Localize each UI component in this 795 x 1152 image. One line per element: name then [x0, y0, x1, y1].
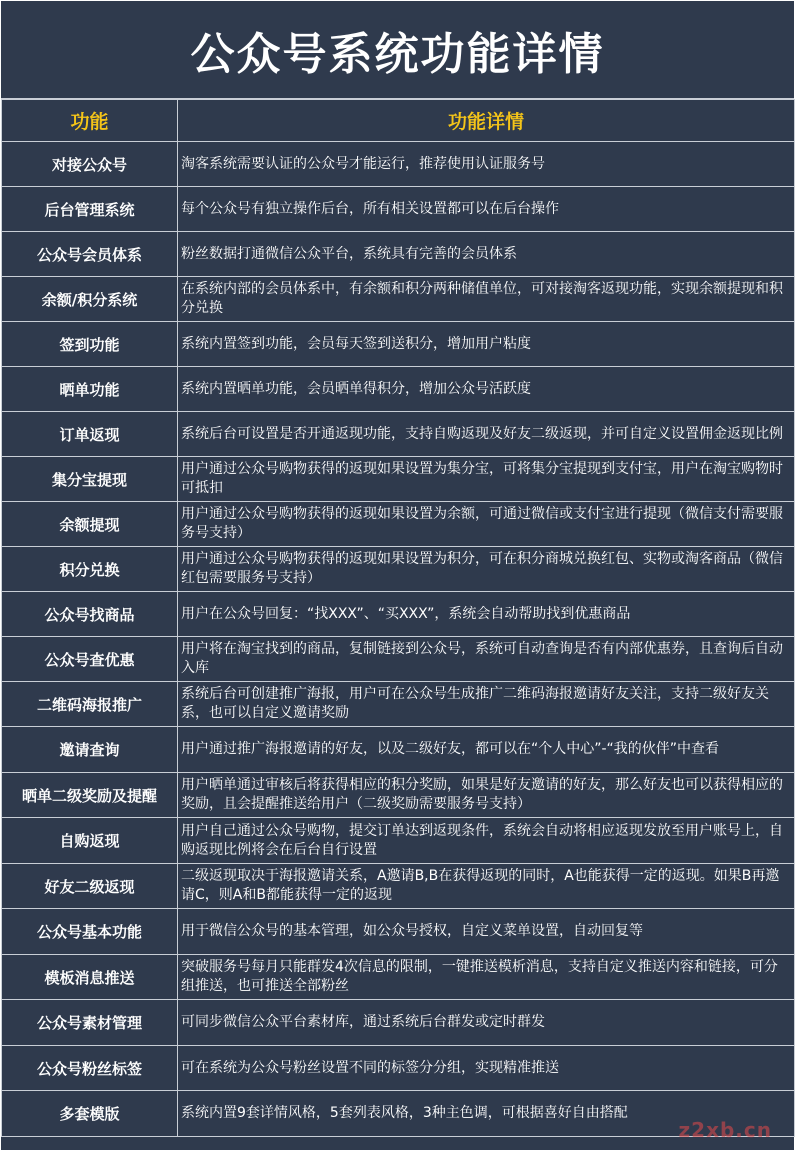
table-row — [2, 502, 795, 547]
header-feature: 功能 — [2, 100, 178, 142]
table-row — [2, 637, 795, 682]
feature-detail-cell: 可同步微信公众平台素材库，通过系统后台群发或定时群发 — [178, 1000, 795, 1046]
page-title: 公众号系统功能详情 — [1, 1, 794, 99]
feature-name-cell: 集分宝提现 — [2, 457, 178, 502]
feature-detail-cell: 用户通过公众号购物获得的返现如果设置为余额，可通过微信或支付宝进行提现（微信支付需要服务号支持） — [178, 502, 795, 547]
table-row — [2, 547, 795, 592]
feature-detail-cell: 用户在公众号回复：“找XXX”、“买XXX”，系统会自动帮助找到优惠商品 — [178, 592, 795, 637]
feature-name-cell: 对接公众号 — [2, 142, 178, 187]
feature-detail-cell: 二级返现取决于海报邀请关系，A邀请B,B在获得返现的同时，A也能获得一定的返现。如果B再邀请C，则A和B都能获得一定的返现 — [178, 864, 795, 909]
feature-name-cell: 公众号查优惠 — [2, 637, 178, 682]
feature-name-cell: 自购返现 — [2, 818, 178, 864]
table-row — [2, 142, 795, 187]
feature-name-cell: 余额/积分系统 — [2, 277, 178, 322]
table-row — [2, 1046, 795, 1091]
feature-name-cell: 公众号基本功能 — [2, 909, 178, 955]
feature-name-cell: 晒单二级奖励及提醒 — [2, 773, 178, 818]
table-row — [2, 682, 795, 727]
feature-detail-cell: 系统后台可创建推广海报，用户可在公众号生成推广二维码海报邀请好友关注，支持二级好友关系，也可以自定义邀请奖励 — [178, 682, 795, 727]
feature-name-cell: 公众号粉丝标签 — [2, 1046, 178, 1091]
feature-detail-cell: 系统内置签到功能，会员每天签到送积分，增加用户粘度 — [178, 322, 795, 367]
table-row — [2, 187, 795, 232]
table-row — [2, 864, 795, 909]
feature-name-cell: 多套模版 — [2, 1091, 178, 1137]
table-row — [2, 773, 795, 818]
feature-name-cell: 余额提现 — [2, 502, 178, 547]
feature-detail-cell: 用户通过公众号购物获得的返现如果设置为积分，可在积分商城兑换红包、实物或淘客商品（微信红包需要服务号支持） — [178, 547, 795, 592]
table-row — [2, 322, 795, 367]
feature-name-cell: 公众号素材管理 — [2, 1000, 178, 1046]
feature-detail-cell: 系统后台可设置是否开通返现功能，支持自购返现及好友二级返现，并可自定义设置佣金返现比例 — [178, 412, 795, 457]
feature-name-cell: 订单返现 — [2, 412, 178, 457]
feature-detail-cell: 用户将在淘宝找到的商品，复制链接到公众号，系统可自动查询是否有内部优惠券，且查询后自动入库 — [178, 637, 795, 682]
feature-name-cell: 二维码海报推广 — [2, 682, 178, 727]
feature-detail-cell: 系统内置9套详情风格，5套列表风格，3种主色调，可根据喜好自由搭配 — [178, 1091, 795, 1137]
feature-detail-cell: 可在系统为公众号粉丝设置不同的标签分分组，实现精准推送 — [178, 1046, 795, 1091]
table-row — [2, 457, 795, 502]
table-row — [2, 955, 795, 1000]
feature-detail-cell: 系统内置晒单功能，会员晒单得积分，增加公众号活跃度 — [178, 367, 795, 412]
feature-name-cell: 积分兑换 — [2, 547, 178, 592]
table-header-row — [2, 100, 795, 142]
feature-name-cell: 好友二级返现 — [2, 864, 178, 909]
feature-detail-cell: 粉丝数据打通微信公众平台，系统具有完善的会员体系 — [178, 232, 795, 277]
feature-detail-cell: 突破服务号每月只能群发4次信息的限制，一键推送模析消息，支持自定义推送内容和链接，可分组推送，也可推送全部粉丝 — [178, 955, 795, 1000]
feature-sheet — [1, 1, 794, 1150]
table-row — [2, 1000, 795, 1046]
feature-name-cell: 公众号找商品 — [2, 592, 178, 637]
feature-table — [1, 99, 795, 1137]
feature-name-cell: 晒单功能 — [2, 367, 178, 412]
watermark: z2xb.cn — [678, 1118, 772, 1142]
table-row — [2, 909, 795, 955]
feature-detail-cell: 用户通过公众号购物获得的返现如果设置为集分宝，可将集分宝提现到支付宝，用户在淘宝购物时可抵扣 — [178, 457, 795, 502]
feature-detail-cell: 在系统内部的会员体系中，有余额和积分两种储值单位，可对接淘客返现功能，实现余额提现和积分兑换 — [178, 277, 795, 322]
feature-detail-cell: 用户自己通过公众号购物，提交订单达到返现条件，系统会自动将相应返现发放至用户账号上，自购返现比例将会在后台自行设置 — [178, 818, 795, 864]
feature-detail-cell: 用户通过推广海报邀请的好友，以及二级好友，都可以在“个人中心”-“我的伙伴”中查看 — [178, 727, 795, 773]
feature-name-cell: 签到功能 — [2, 322, 178, 367]
table-row — [2, 412, 795, 457]
feature-detail-cell: 淘客系统需要认证的公众号才能运行，推荐使用认证服务号 — [178, 142, 795, 187]
header-detail: 功能详情 — [178, 100, 795, 142]
table-row — [2, 818, 795, 864]
feature-detail-cell: 用户晒单通过审核后将获得相应的积分奖励，如果是好友邀请的好友，那么好友也可以获得相应的奖励，且会提醒推送给用户（二级奖励需要服务号支持） — [178, 773, 795, 818]
feature-name-cell: 邀请查询 — [2, 727, 178, 773]
feature-detail-cell: 每个公众号有独立操作后台，所有相关设置都可以在后台操作 — [178, 187, 795, 232]
table-row — [2, 232, 795, 277]
feature-name-cell: 模板消息推送 — [2, 955, 178, 1000]
table-row — [2, 277, 795, 322]
table-row — [2, 1091, 795, 1137]
feature-name-cell: 公众号会员体系 — [2, 232, 178, 277]
feature-name-cell: 后台管理系统 — [2, 187, 178, 232]
table-row — [2, 592, 795, 637]
table-row — [2, 367, 795, 412]
feature-detail-cell: 用于微信公众号的基本管理，如公众号授权，自定义菜单设置，自动回复等 — [178, 909, 795, 955]
table-row — [2, 727, 795, 773]
